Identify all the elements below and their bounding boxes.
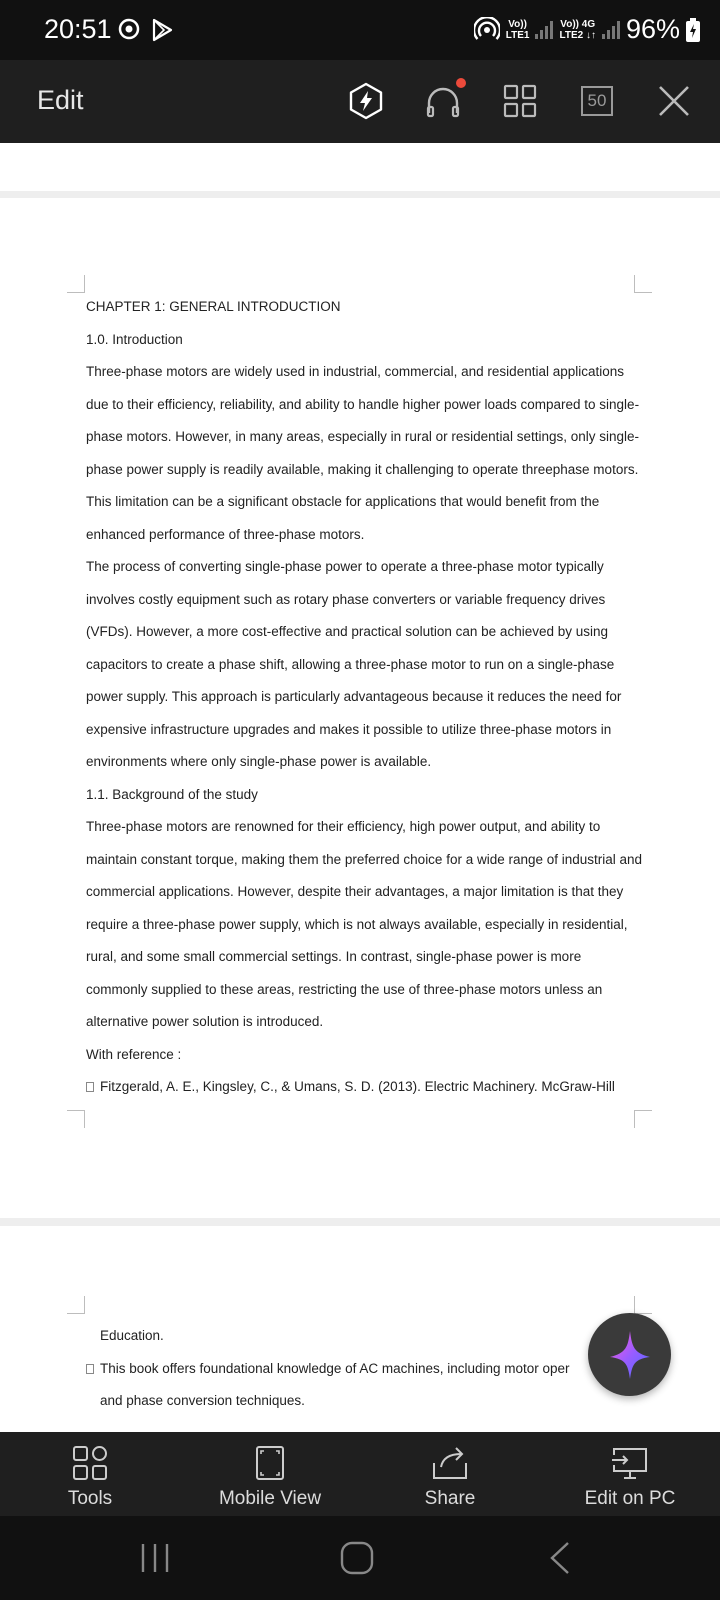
margin-corner — [634, 1296, 652, 1314]
share-icon — [431, 1445, 469, 1481]
paragraph: and phase conversion techniques. — [100, 1393, 305, 1408]
section-heading: 1.1. Background of the study — [86, 786, 258, 802]
bullet-icon — [86, 1082, 94, 1092]
margin-corner — [67, 1110, 85, 1128]
app-top-bar — [0, 60, 720, 143]
status-system-icons — [474, 14, 700, 45]
grid-view-button[interactable] — [499, 80, 541, 122]
signal-1-icon — [535, 21, 553, 39]
section-heading: 1.0. Introduction — [86, 331, 183, 347]
previous-page — [0, 143, 720, 191]
close-button[interactable] — [653, 80, 695, 122]
paragraph: The process of converting single-phase power to operate a three-phase motor typically involves costly equipment such as rotary phase converters or variable frequency drives (VFDs). However, a more cost-effective and practical solution can be achieved by using capacitors to create a phase shift, allowing a three-phase motor to run on a single-phase power supply. This approach is particularly advantageous because it reduces the need for expensive infrastructure upgrades and makes it possible to utilize three-phase motors in environments where only single-phase power is available. — [86, 559, 622, 769]
edit-button[interactable]: Edit — [37, 85, 84, 115]
ai-assistant-button[interactable] — [588, 1313, 671, 1396]
paragraph: With reference : — [86, 1046, 182, 1062]
back-button[interactable] — [540, 1540, 580, 1576]
monitor-icon — [611, 1445, 649, 1481]
close-icon — [658, 85, 690, 117]
margin-corner — [634, 1110, 652, 1128]
mobile-view-icon — [255, 1445, 285, 1481]
read-aloud-button[interactable] — [422, 80, 464, 122]
page-count: 50 — [581, 86, 613, 116]
headphones-icon — [425, 83, 461, 119]
status-time: 20:51 — [44, 14, 112, 44]
page-count-button[interactable] — [576, 80, 618, 122]
margin-corner — [67, 1296, 85, 1314]
status-bar — [0, 0, 720, 60]
hotspot-icon — [474, 17, 500, 43]
back-icon — [548, 1541, 572, 1575]
status-app-icons — [118, 18, 174, 42]
quick-tools-button[interactable] — [345, 80, 387, 122]
edit-on-pc-label: Edit on PC — [584, 1488, 676, 1509]
margin-corner — [67, 275, 85, 293]
notification-dot — [456, 78, 466, 88]
document-viewport[interactable] — [0, 143, 720, 1432]
recent-apps-icon — [138, 1542, 172, 1574]
bottom-toolbar — [0, 1432, 720, 1516]
system-nav-bar — [0, 1516, 720, 1600]
mobile-view-button[interactable] — [180, 1432, 360, 1516]
chapter-heading: CHAPTER 1: GENERAL INTRODUCTION — [86, 299, 341, 314]
tools-button[interactable] — [0, 1432, 180, 1516]
share-button[interactable] — [360, 1432, 540, 1516]
mobile-view-label: Mobile View — [218, 1488, 322, 1509]
document-page[interactable] — [0, 198, 720, 1218]
edit-on-pc-button[interactable] — [540, 1432, 720, 1516]
paragraph: Education. — [100, 1328, 164, 1343]
page-text[interactable] — [86, 291, 646, 1104]
network-2-label: Vo)) 4G LTE2 ↓↑ — [559, 18, 596, 41]
paragraph: Three-phase motors are renowned for their efficiency, high power output, and ability to maintain constant torque, making them the preferred choice for a wide range of industrial and commercial applications. However, despite their advantages, a major limitation is that they require a three-phase power supply, which is not always available, especially in residential, rural, and some small commercial settings. In contrast, single-phase power is more commonly supplied to these areas, restricting the use of three-phase motors unless an alternative power solution is introduced. — [86, 819, 643, 1029]
recent-apps-button[interactable] — [135, 1540, 175, 1576]
sparkle-icon — [608, 1329, 652, 1381]
battery-charging-icon — [686, 18, 700, 42]
network-1-label: Vo)) LTE1 — [505, 18, 530, 41]
tools-icon — [72, 1445, 108, 1481]
paragraph: Three-phase motors are widely used in industrial, commercial, and residential applications due to their efficiency, reliability, and ability to handle higher power loads compared to single-phase motors. However, in many areas, especially in rural or residential settings, only single-phase power supply is readily available, making it challenging to operate threephase motors. This limitation can be a significant obstacle for applications that would benefit from the enhanced performance of three-phase motors. — [86, 364, 640, 542]
battery-percent: 96% — [625, 14, 680, 44]
home-button[interactable] — [337, 1540, 377, 1576]
home-icon — [340, 1541, 374, 1575]
reference-item: This book offers foundational knowledge of AC machines, including motor oper — [100, 1353, 700, 1386]
bullet-icon — [86, 1364, 94, 1374]
tools-label: Tools — [67, 1488, 113, 1509]
play-store-icon — [150, 18, 174, 42]
share-label: Share — [424, 1488, 476, 1509]
lightning-hexagon-icon — [348, 82, 384, 120]
reference-item: Fitzgerald, A. E., Kingsley, C., & Umans, S. D. (2013). Electric Machinery. McGraw-Hill — [86, 1071, 646, 1104]
grid-icon — [503, 84, 537, 118]
chrome-icon — [118, 18, 140, 40]
signal-2-icon — [602, 21, 620, 39]
